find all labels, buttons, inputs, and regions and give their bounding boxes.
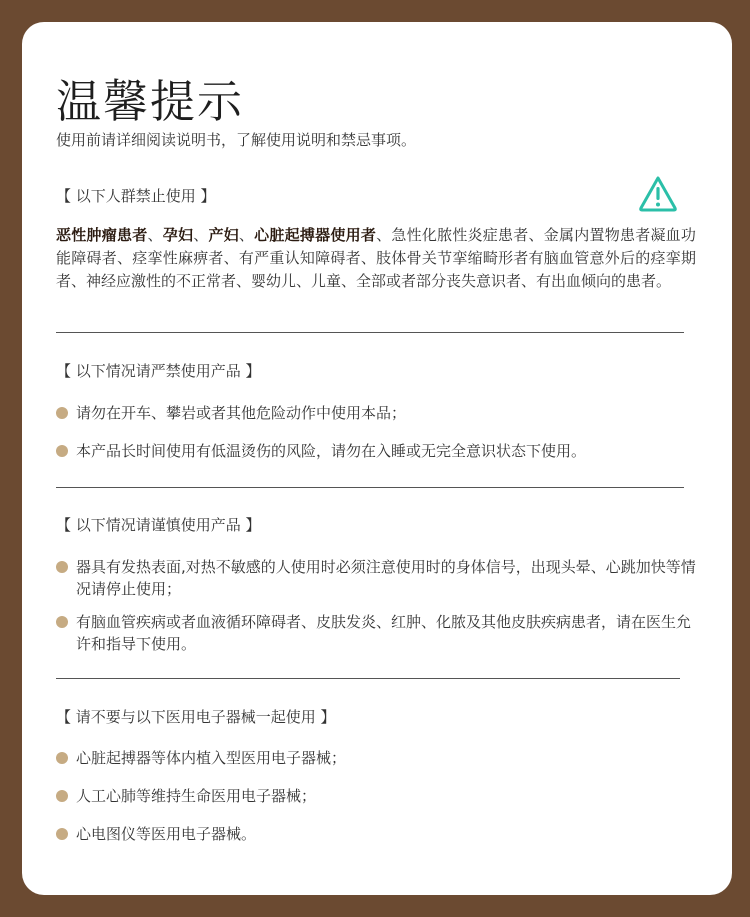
bullet-dot [56, 752, 68, 764]
prohibited-group-bold: 恶性肿瘤患者 [56, 226, 148, 244]
separator: 、 [147, 226, 163, 244]
prohibited-group-bold: 心脏起搏器使用者 [254, 226, 377, 244]
list-item [56, 440, 696, 462]
bullet-dot [56, 445, 68, 457]
divider [56, 678, 680, 679]
separator: 、 [193, 226, 209, 244]
bullet-dot [56, 561, 68, 573]
prohibited-group-bold: 产妇 [208, 226, 239, 244]
list-item [56, 611, 696, 655]
section-heading-device-conflicts: 【 请不要与以下医用电子器械一起使用 】 [56, 708, 336, 726]
bullet-dot [56, 828, 68, 840]
list-item-text: 本产品长时间使用有低温烫伤的风险，请勿在入睡或无完全意识状态下使用。 [76, 442, 587, 460]
bullet-dot [56, 407, 68, 419]
page-title: 温馨提示 [56, 75, 245, 128]
page-subtitle: 使用前请详细阅读说明书，了解使用说明和禁忌事项。 [56, 131, 417, 149]
divider [56, 487, 684, 488]
list-item [56, 556, 696, 600]
section-heading-strictly-prohibited: 【 以下情况请严禁使用产品 】 [56, 362, 261, 380]
divider [56, 332, 684, 333]
list-item-text: 请勿在开车、攀岩或者其他危险动作中使用本品； [76, 404, 407, 422]
list-item [56, 785, 696, 807]
list-item-text: 器具有发热表面,对热不敏感的人使用时必须注意使用时的身体信号，出现头晕、心跳加快等情况请停止使用； [76, 558, 696, 598]
section-heading-caution: 【 以下情况请谨慎使用产品 】 [56, 516, 261, 534]
list-item-text: 心脏起搏器等体内植入型医用电子器械； [76, 749, 347, 767]
list-item-text: 人工心肺等维持生命医用电子器械； [76, 787, 317, 805]
section-heading-prohibited-groups: 【 以下人群禁止使用 】 [56, 187, 216, 205]
list-item-text: 有脑血管疾病或者血液循环障碍者、皮肤发炎、红肿、化脓及其他皮肤疾病患者，请在医生允许和指导下使用。 [76, 613, 692, 653]
bullet-dot [56, 790, 68, 802]
list-item-text: 心电图仪等医用电子器械。 [76, 825, 257, 843]
notice-card [22, 22, 732, 895]
list-item [56, 402, 696, 424]
prohibited-groups-rest: 、急性化脓性炎症患者、金属内置物患者凝血功能障碍者、痉挛性麻痹者、有严重认知障碍者、肢体骨关节挛缩畸形者有脑血管意外后的痉挛期者、神经应激性的不正常者、婴幼儿、儿童、全部或者部分丧失意识者、有出血倾向的患者。 [56, 226, 696, 290]
prohibited-group-bold: 孕妇 [162, 226, 194, 244]
list-item [56, 747, 696, 769]
warning-triangle-icon [638, 174, 678, 214]
bullet-dot [56, 616, 68, 628]
list-item [56, 823, 696, 845]
separator: 、 [238, 226, 255, 244]
prohibited-groups-text [56, 224, 696, 293]
